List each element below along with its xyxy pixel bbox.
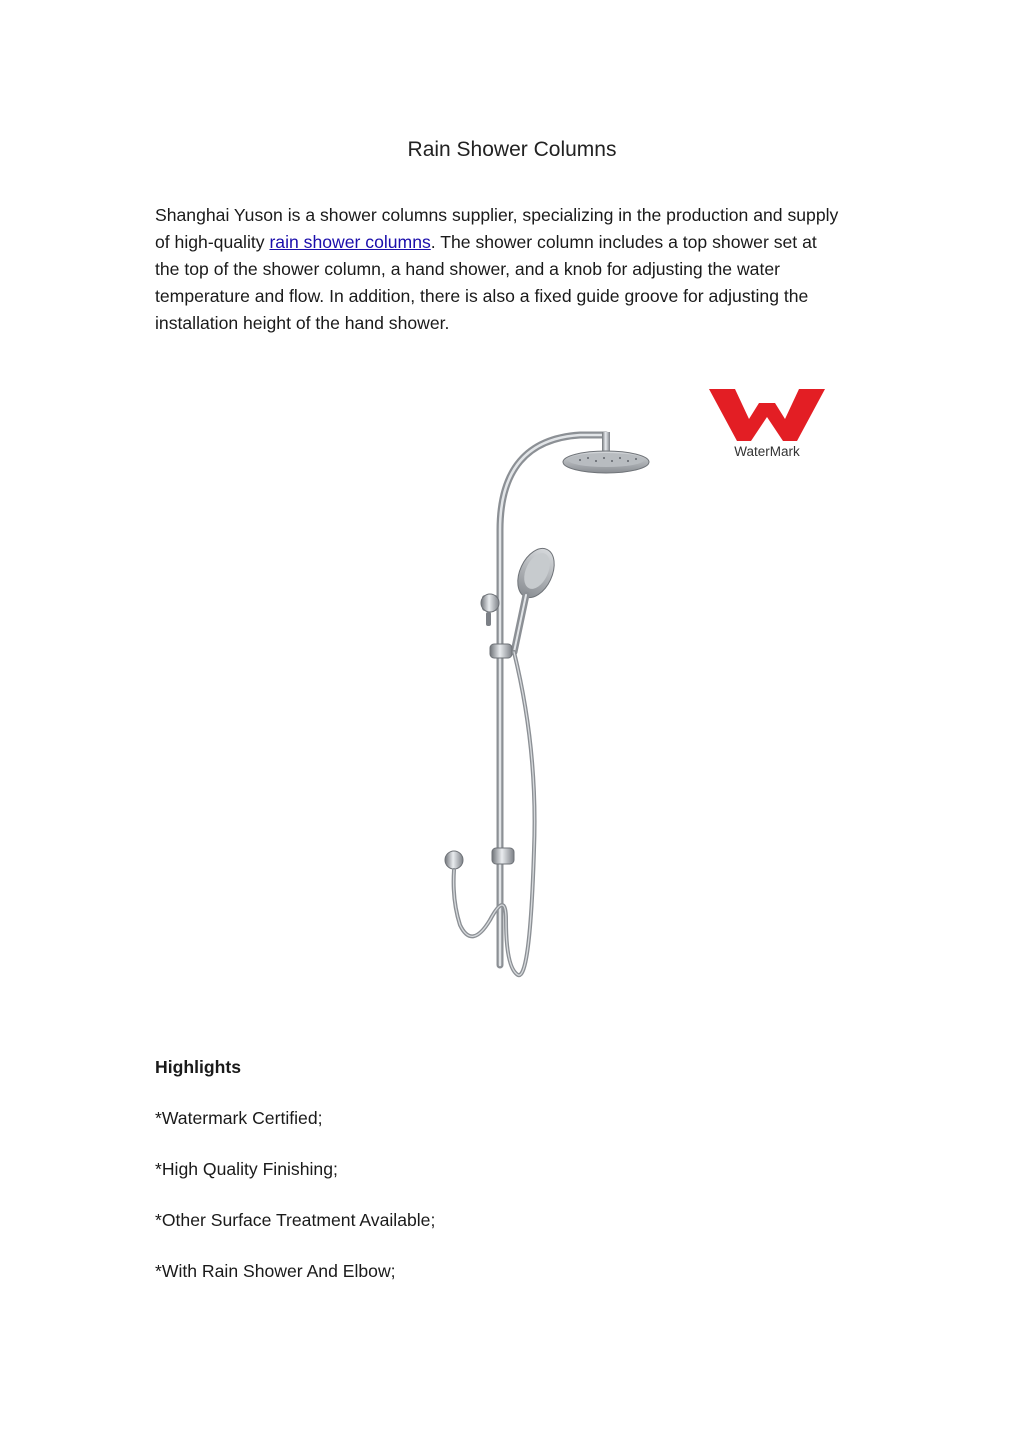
watermark-logo-text: WaterMark — [734, 444, 800, 459]
shower-column-image — [430, 420, 670, 1000]
intro-text-end: . The shower column includes a top shower set at the top of the shower column, a hand shower, and a knob for adjusting the water temperature and flow. In addition, there is also a fixed guide groove for adjusting the installation height of the hand shower. — [155, 232, 817, 333]
intro-text-start: Shanghai Yuson is a shower columns supplier, specializing in the production and supply of high-quality — [155, 205, 839, 252]
page-title: Rain Shower Columns — [407, 138, 617, 161]
highlight-item: *High Quality Finishing; — [155, 1159, 338, 1179]
highlights-heading: Highlights — [155, 1057, 242, 1077]
intro-paragraph — [155, 202, 845, 337]
highlight-item: *Watermark Certified; — [155, 1108, 323, 1128]
highlight-item: *With Rain Shower And Elbow; — [155, 1261, 396, 1281]
rain-shower-columns-link[interactable]: rain shower columns — [269, 232, 431, 252]
highlight-item: *Other Surface Treatment Available; — [155, 1210, 436, 1230]
